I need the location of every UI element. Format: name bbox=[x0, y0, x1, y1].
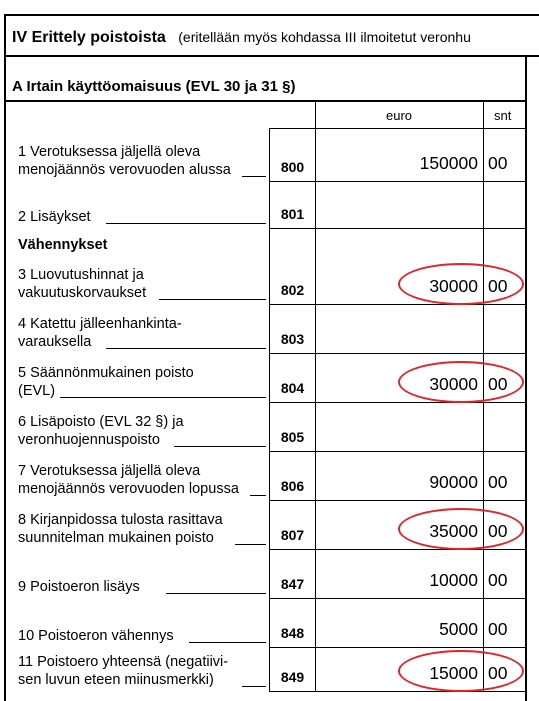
grid-vline-code-right bbox=[315, 101, 316, 691]
row-code: 806 bbox=[280, 478, 305, 494]
grid-hline-row bbox=[269, 228, 526, 229]
row-label-line1: 4 Katettu jälleenhankinta- bbox=[18, 316, 182, 332]
row-label-line1: 7 Verotuksessa jäljellä oleva bbox=[18, 463, 201, 479]
row-label-line1: 5 Säännönmukainen poisto bbox=[18, 365, 194, 381]
row-snt-field[interactable]: 00 bbox=[488, 374, 508, 394]
row-label bbox=[18, 143, 268, 179]
row-code: 801 bbox=[280, 206, 305, 222]
row-label bbox=[18, 653, 268, 689]
column-header-euro: euro bbox=[386, 108, 413, 123]
grid-hline-row bbox=[269, 598, 526, 599]
red-circle-annotation bbox=[398, 263, 524, 305]
row-label bbox=[18, 462, 268, 498]
row-label-line2: (EVL) bbox=[18, 383, 56, 399]
row-code: 848 bbox=[280, 625, 305, 641]
row-leader-line bbox=[242, 176, 266, 177]
row-snt-field[interactable]: 00 bbox=[488, 521, 508, 541]
row-label-line2: sen luvun eteen miinusmerkki) bbox=[18, 672, 214, 688]
row-code: 804 bbox=[280, 380, 305, 396]
row-leader-line bbox=[235, 544, 266, 545]
row-euro-field[interactable]: 35000 bbox=[429, 521, 478, 541]
row-label bbox=[18, 266, 268, 302]
row-label-line1: 2 Lisäykset bbox=[18, 209, 91, 225]
row-label-line1: 6 Lisäpoisto (EVL 32 §) ja bbox=[18, 414, 184, 430]
row-label-line2: veronhuojennuspoisto bbox=[18, 432, 160, 448]
row-leader-line bbox=[166, 593, 266, 594]
row-label-line2: varauksella bbox=[18, 334, 92, 350]
row-label bbox=[18, 511, 268, 547]
row-euro-field[interactable]: 90000 bbox=[429, 472, 478, 492]
row-label-line1: 10 Poistoeron vähennys bbox=[18, 628, 174, 644]
section-title: IV Erittely poistoista bbox=[12, 29, 166, 46]
row-leader-line bbox=[250, 495, 266, 496]
divider-under-section bbox=[4, 55, 539, 57]
row-label-line2: menojäännös verovuoden lopussa bbox=[18, 481, 239, 497]
row-label-line1: 3 Luovutushinnat ja bbox=[18, 267, 144, 283]
grid-hline-row bbox=[269, 304, 526, 305]
row-leader-line bbox=[106, 223, 266, 224]
row-label-line1: 9 Poistoeron lisäys bbox=[18, 579, 140, 595]
row-snt-field[interactable]: 00 bbox=[488, 663, 508, 683]
row-leader-line bbox=[174, 446, 266, 447]
frame-left bbox=[4, 14, 6, 701]
row-snt-field[interactable]: 00 bbox=[488, 276, 508, 296]
frame-top bbox=[4, 14, 539, 16]
right-border-subsection bbox=[525, 55, 527, 701]
grid-hline-row bbox=[269, 353, 526, 354]
row-snt-field[interactable]: 00 bbox=[488, 619, 508, 639]
red-circle-annotation bbox=[398, 361, 524, 403]
row-euro-field[interactable]: 30000 bbox=[429, 374, 478, 394]
grid-hline-row bbox=[269, 549, 526, 550]
grid-hline-row bbox=[269, 691, 526, 692]
row-label-line1: 8 Kirjanpidossa tulosta rasittava bbox=[18, 512, 223, 528]
row-label bbox=[18, 315, 268, 351]
red-circle-annotation bbox=[398, 650, 524, 692]
row-code: 805 bbox=[280, 429, 305, 445]
row-euro-field[interactable]: 15000 bbox=[429, 663, 478, 683]
vahennykset-heading: Vähennykset bbox=[18, 237, 108, 253]
row-snt-field[interactable]: 00 bbox=[488, 472, 508, 492]
divider-under-subsection bbox=[4, 100, 527, 102]
row-label-line1: 1 Verotuksessa jäljellä oleva bbox=[18, 144, 201, 160]
row-euro-field[interactable]: 10000 bbox=[429, 570, 478, 590]
row-code: 802 bbox=[280, 282, 305, 298]
row-label-line2: vakuutuskorvaukset bbox=[18, 285, 147, 301]
row-snt-field[interactable]: 00 bbox=[488, 570, 508, 590]
row-leader-line bbox=[242, 686, 266, 687]
row-leader-line bbox=[189, 642, 266, 643]
grid-hline-row bbox=[269, 451, 526, 452]
grid-hline-row bbox=[269, 181, 526, 182]
row-label-line2: menojäännös verovuoden alussa bbox=[18, 162, 231, 178]
row-code: 849 bbox=[280, 669, 305, 685]
row-label-line2: suunnitelman mukainen poisto bbox=[18, 530, 214, 546]
red-circle-annotation bbox=[398, 508, 524, 550]
row-euro-field[interactable]: 30000 bbox=[429, 276, 478, 296]
row-label bbox=[18, 364, 268, 400]
section-header bbox=[12, 29, 471, 47]
column-header-snt: snt bbox=[494, 108, 512, 123]
row-label bbox=[18, 413, 268, 449]
row-leader-line bbox=[106, 348, 266, 349]
grid-hline-row bbox=[269, 402, 526, 403]
row-code: 803 bbox=[280, 331, 305, 347]
section-note: (eritellään myös kohdassa III ilmoitetut veronhu bbox=[178, 29, 471, 45]
grid-hline-row bbox=[269, 500, 526, 501]
grid-hline-row bbox=[269, 647, 526, 648]
row-code: 807 bbox=[280, 527, 305, 543]
row-label-line1: 11 Poistoero yhteensä (negatiivi- bbox=[18, 654, 229, 670]
row-euro-field[interactable]: 5000 bbox=[439, 619, 478, 639]
row-snt-field[interactable]: 00 bbox=[488, 153, 508, 173]
grid-hline-colhead bbox=[269, 128, 526, 129]
row-euro-field[interactable]: 150000 bbox=[419, 153, 478, 173]
row-leader-line bbox=[159, 299, 266, 300]
row-leader-line bbox=[60, 397, 266, 398]
subsection-title: A Irtain käyttöomaisuus (EVL 30 ja 31 §) bbox=[12, 78, 296, 95]
row-code: 800 bbox=[280, 159, 305, 175]
row-code: 847 bbox=[280, 576, 305, 592]
